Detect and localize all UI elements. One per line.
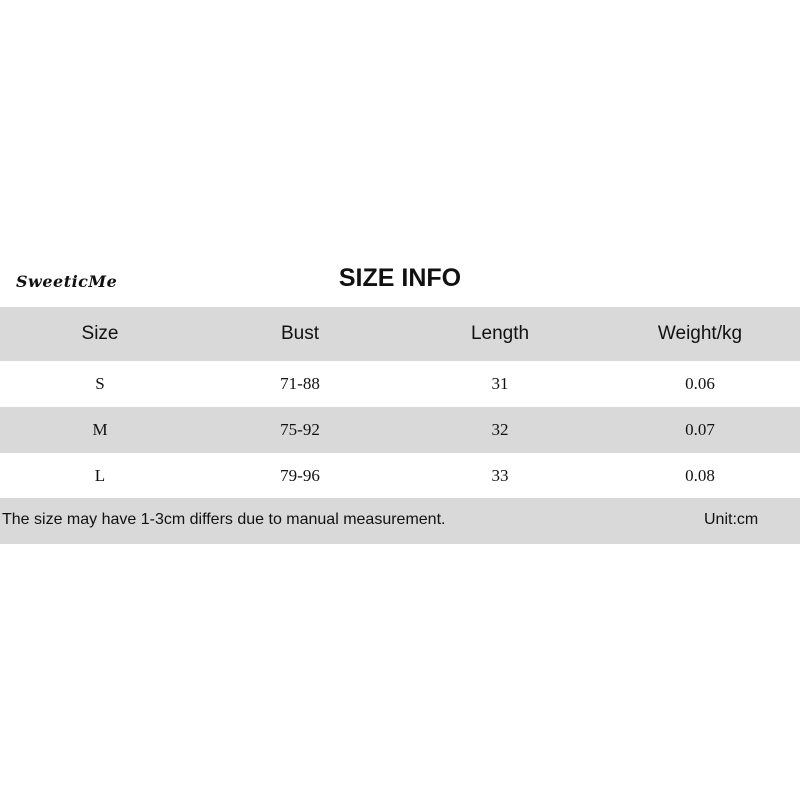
header-size: Size bbox=[81, 323, 119, 344]
cell-weight: 0.06 bbox=[685, 374, 715, 393]
measurement-note-bar bbox=[0, 498, 800, 544]
cell-size: L bbox=[94, 466, 106, 485]
table-header-row bbox=[0, 307, 800, 361]
cell-size: S bbox=[95, 374, 105, 393]
unit-label: Unit:cm bbox=[704, 511, 759, 528]
cell-size: M bbox=[92, 420, 108, 439]
header-weight: Weight/kg bbox=[657, 323, 743, 344]
cell-bust: 71-88 bbox=[280, 374, 320, 393]
cell-length: 32 bbox=[491, 420, 509, 439]
brand-logo: SweeticMe bbox=[16, 272, 118, 291]
page-title: SIZE INFO bbox=[338, 264, 462, 292]
cell-bust: 79-96 bbox=[280, 466, 320, 485]
header-bust: Bust bbox=[280, 323, 320, 344]
cell-length: 31 bbox=[491, 374, 509, 393]
table-row-l bbox=[0, 453, 800, 499]
cell-length: 33 bbox=[491, 466, 509, 485]
table-row-s bbox=[0, 361, 800, 407]
size-table bbox=[0, 307, 800, 499]
cell-weight: 0.07 bbox=[685, 420, 715, 439]
header-length: Length bbox=[470, 323, 530, 344]
cell-bust: 75-92 bbox=[280, 420, 320, 439]
table-row-m bbox=[0, 407, 800, 453]
measurement-note: The size may have 1-3cm differs due to manual measurement. bbox=[2, 511, 446, 528]
cell-weight: 0.08 bbox=[685, 466, 715, 485]
